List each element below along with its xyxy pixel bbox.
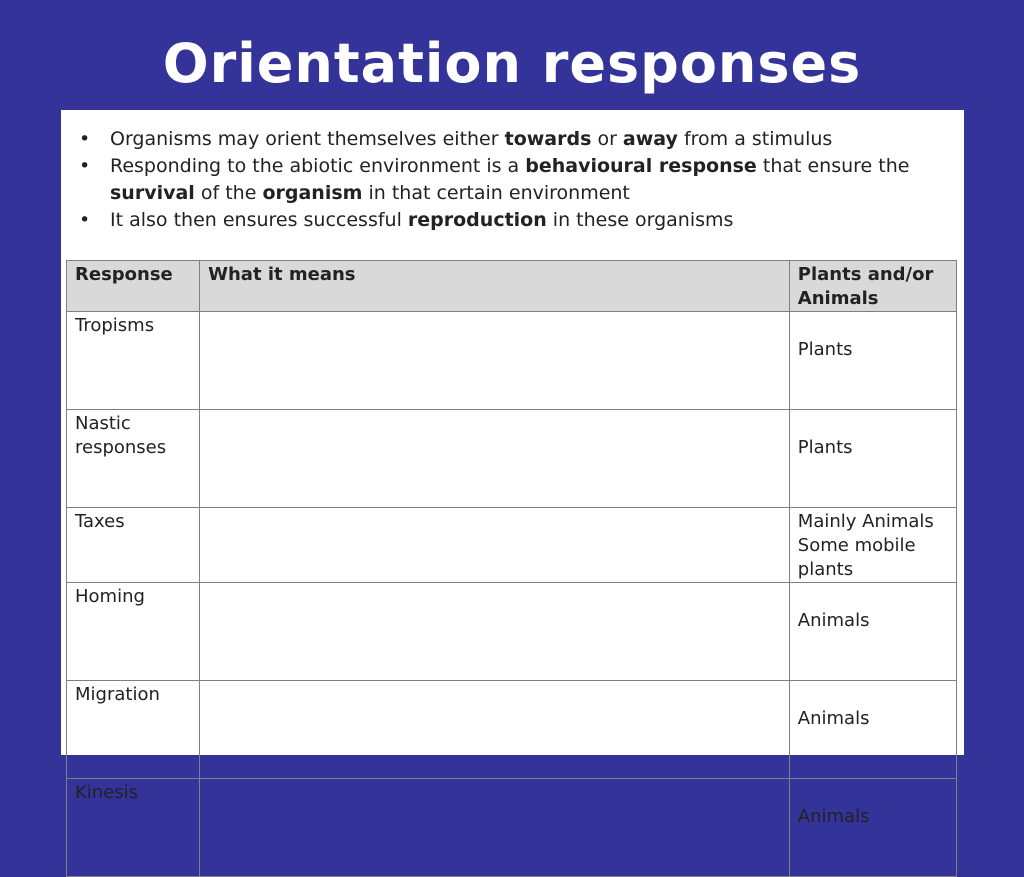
bullet-emphasis: organism [262,182,363,204]
table-row [67,410,957,508]
organism-cell: Animals [789,681,956,779]
table-row [67,681,957,779]
meaning-cell [200,508,790,583]
table-row [67,583,957,681]
organism-cell: Animals [789,779,956,877]
table-row [67,312,957,410]
header-response: Response [67,261,200,312]
response-cell: Taxes [67,508,200,583]
response-cell: Nastic responses [67,410,200,508]
table-row [67,508,957,583]
bullet-item [77,126,957,153]
bullet-emphasis: survival [110,182,195,204]
bullet-text: from a stimulus [677,128,833,150]
content-panel [61,110,964,827]
response-cell: Homing [67,583,200,681]
bullet-emphasis: reproduction [407,209,547,231]
slide-title: Orientation responses [162,32,862,95]
bullet-text: in that certain environment [362,182,630,204]
meaning-cell [200,410,790,508]
organism-cell: Mainly Animals Some mobile plants [789,508,956,583]
meaning-cell [200,583,790,681]
response-cell: Kinesis [67,779,200,877]
meaning-cell [200,779,790,877]
bullet-text: that ensure the [756,155,910,177]
meaning-cell [200,312,790,410]
organism-cell: Plants [789,312,956,410]
bullet-text: Responding to the abiotic environment is a [110,155,526,177]
response-cell: Migration [67,681,200,779]
bullet-text: in these organisms [546,209,734,231]
meaning-cell [200,681,790,779]
bullet-item [77,153,957,207]
bullet-text: Organisms may orient themselves either [110,128,505,150]
response-cell: Tropisms [67,312,200,410]
bullet-emphasis: behavioural response [525,155,757,177]
table-row [67,779,957,877]
table-header-row [67,261,957,312]
header-what-it-means: What it means [200,261,790,312]
bullet-emphasis: towards [504,128,592,150]
bullet-item [77,207,957,234]
organism-cell: Plants [789,410,956,508]
bullet-list [77,126,957,234]
bullet-text: of the [194,182,263,204]
bullet-text: It also then ensures successful [110,209,408,231]
bullet-text: or [591,128,623,150]
organism-cell: Animals [789,583,956,681]
header-plants-animals: Plants and/or Animals [789,261,956,312]
responses-table [66,260,957,877]
bullet-emphasis: away [622,128,678,150]
